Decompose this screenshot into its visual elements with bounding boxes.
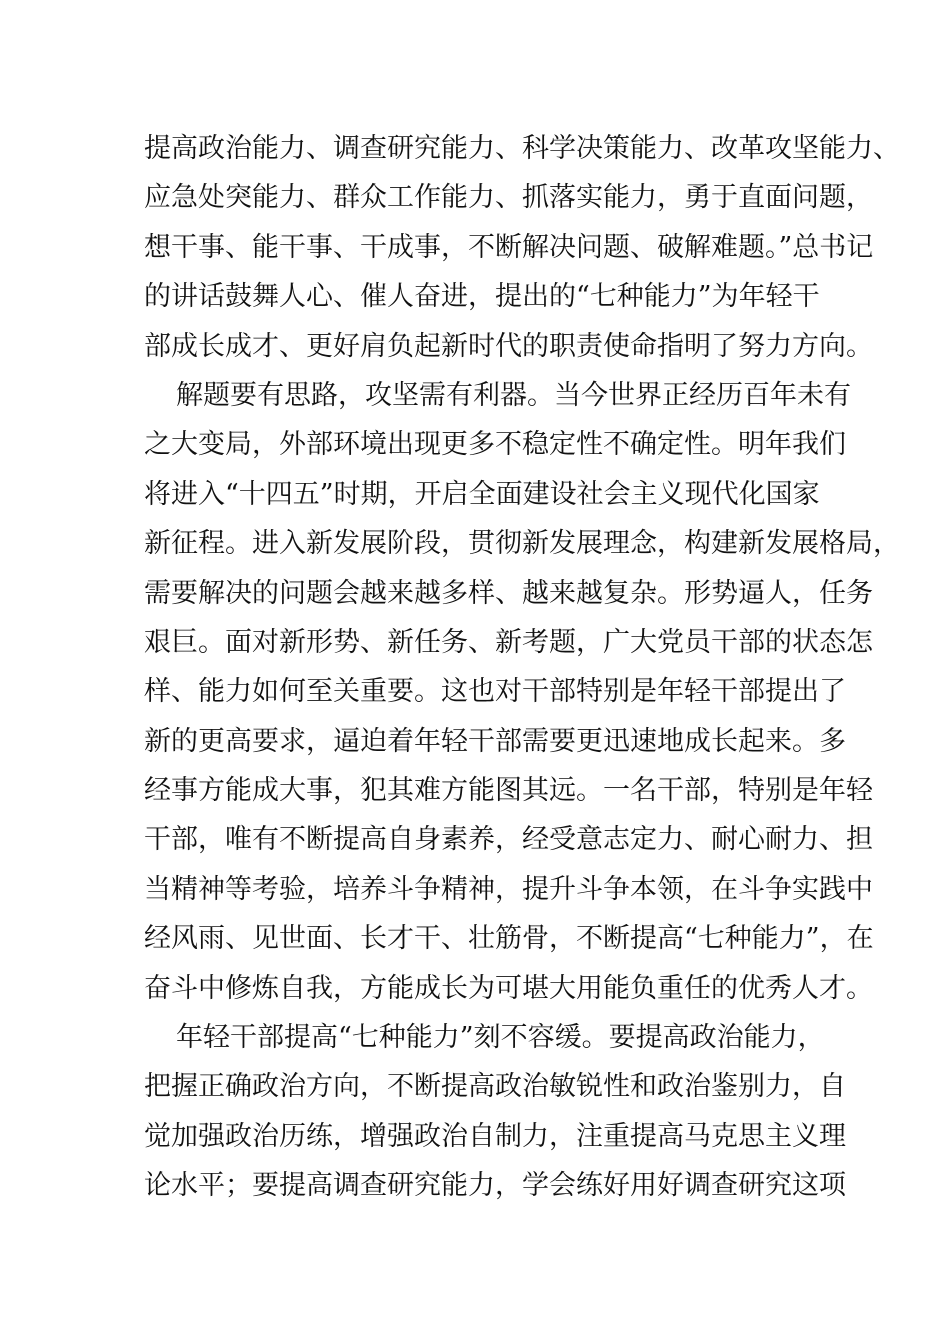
text-line: 的讲话鼓舞人心、催人奋进，提出的“七种能力”为年轻干 xyxy=(144,281,820,313)
text-line: 样、能力如何至关重要。这也对干部特别是年轻干部提出了 xyxy=(144,676,846,708)
text-line: 当精神等考验，培养斗争精神，提升斗争本领，在斗争实践中 xyxy=(144,873,873,905)
text-line: 新的更高要求，逼迫着年轻干部需要更迅速地成长起来。多 xyxy=(144,725,846,757)
paragraph-first-line: 年轻干部提高“七种能力”刻不容缓。要提高政治能力， xyxy=(176,1022,825,1054)
text-line: 想干事、能干事、干成事，不断解决问题、破解难题。”总书记 xyxy=(144,231,874,263)
text-line: 经事方能成大事，犯其难方能图其远。一名干部，特别是年轻 xyxy=(144,775,873,807)
text-line: 提高政治能力、调查研究能力、科学决策能力、改革攻坚能力、 xyxy=(144,133,900,164)
text-line: 部成长成才、更好肩负起新时代的职责使命指明了努力方向。 xyxy=(144,330,873,362)
paragraph-first-line: 解题要有思路，攻坚需有利器。当今世界正经历百年未有 xyxy=(176,379,851,411)
body-text xyxy=(144,124,900,1211)
text-line: 论水平；要提高调查研究能力，学会练好用好调查研究这项 xyxy=(144,1170,846,1202)
text-line: 奋斗中修炼自我，方能成长为可堪大用能负重任的优秀人才。 xyxy=(144,972,873,1004)
text-line: 干部，唯有不断提高自身素养，经受意志定力、耐心耐力、担 xyxy=(144,824,873,856)
text-line: 把握正确政治方向，不断提高政治敏锐性和政治鉴别力，自 xyxy=(144,1071,846,1103)
text-line: 应急处突能力、群众工作能力、抓落实能力，勇于直面问题， xyxy=(144,182,873,214)
text-line: 将进入“十四五”时期，开启全面建设社会主义现代化国家 xyxy=(144,478,820,510)
text-line: 之大变局，外部环境出现更多不稳定性不确定性。明年我们 xyxy=(144,429,846,461)
text-line: 新征程。进入新发展阶段，贯彻新发展理念，构建新发展格局， xyxy=(144,528,900,560)
text-line: 需要解决的问题会越来越多样、越来越复杂。形势逼人，任务 xyxy=(144,577,873,609)
text-line: 觉加强政治历练，增强政治自制力，注重提高马克思主义理 xyxy=(144,1120,846,1152)
text-line: 艰巨。面对新形势、新任务、新考题，广大党员干部的状态怎 xyxy=(144,626,873,658)
text-line: 经风雨、见世面、长才干、壮筋骨，不断提高“七种能力”，在 xyxy=(144,923,874,955)
